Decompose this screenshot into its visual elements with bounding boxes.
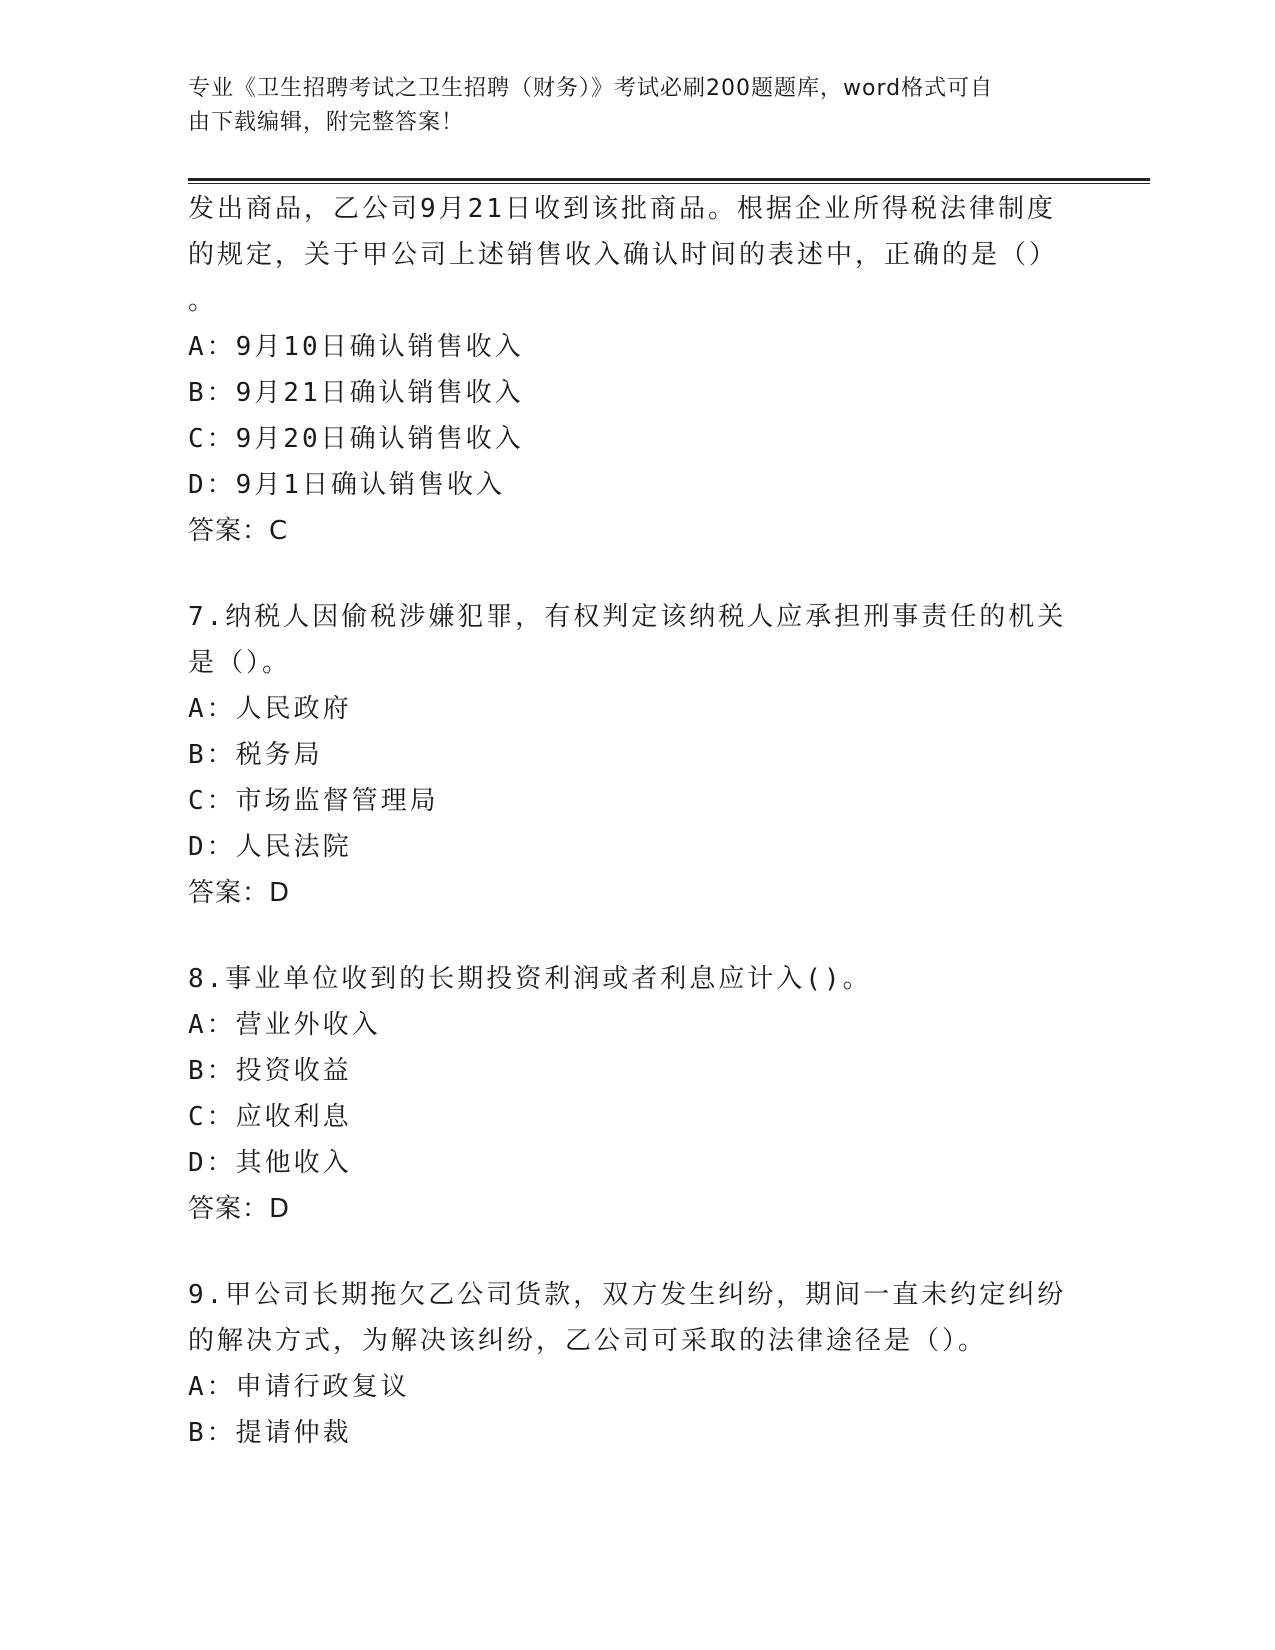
- question-stem-line: 8.事业单位收到的长期投资利润或者利息应计入()。: [188, 964, 872, 994]
- question-7: [188, 594, 1088, 916]
- question-stem-line: 的解决方式，为解决该纠纷，乙公司可采取的法律途径是（）。: [188, 1326, 988, 1356]
- question-list: [188, 186, 1088, 1456]
- option-b: B：税务局: [188, 740, 323, 770]
- question-stem-line: 的规定，关于甲公司上述销售收入确认时间的表述中，正确的是（）: [188, 240, 1059, 270]
- question-stem-line: 发出商品，乙公司9月21日收到该批商品。根据企业所得税法律制度: [188, 194, 1056, 224]
- question-6: [188, 186, 1088, 554]
- question-stem-line: 是（）。: [188, 648, 292, 678]
- option-b: B：提请仲裁: [188, 1418, 352, 1448]
- option-b: B：投资收益: [188, 1056, 352, 1086]
- question-stem-line: 7.纳税人因偷税涉嫌犯罪，有权判定该纳税人应承担刑事责任的机关: [188, 602, 1067, 632]
- header-divider-thin: [188, 183, 1150, 184]
- option-a: A：9月10日确认销售收入: [188, 332, 524, 362]
- answer-line: 答案：D: [188, 1194, 291, 1224]
- document-header: [188, 72, 1068, 140]
- option-c: C：应收利息: [188, 1102, 352, 1132]
- header-line-2: 由下载编辑，附完整答案！: [188, 110, 465, 135]
- question-stem-line: 。: [188, 286, 218, 316]
- option-d: D：其他收入: [188, 1148, 352, 1178]
- question-8: [188, 956, 1088, 1232]
- option-a: A：申请行政复议: [188, 1372, 410, 1402]
- option-d: D：9月1日确认销售收入: [188, 470, 505, 500]
- option-d: D：人民法院: [188, 832, 352, 862]
- question-9: [188, 1272, 1088, 1456]
- option-b: B：9月21日确认销售收入: [188, 378, 524, 408]
- question-stem-line: 9.甲公司长期拖欠乙公司货款，双方发生纠纷，期间一直未约定纠纷: [188, 1280, 1067, 1310]
- option-c: C：9月20日确认销售收入: [188, 424, 524, 454]
- option-c: C：市场监督管理局: [188, 786, 439, 816]
- header-divider-thick: [188, 178, 1150, 181]
- answer-line: 答案：C: [188, 516, 289, 546]
- option-a: A：营业外收入: [188, 1010, 381, 1040]
- header-line-1: 专业《卫生招聘考试之卫生招聘（财务）》考试必刷200题题库，word格式可自: [188, 76, 994, 101]
- answer-line: 答案：D: [188, 878, 291, 908]
- option-a: A：人民政府: [188, 694, 352, 724]
